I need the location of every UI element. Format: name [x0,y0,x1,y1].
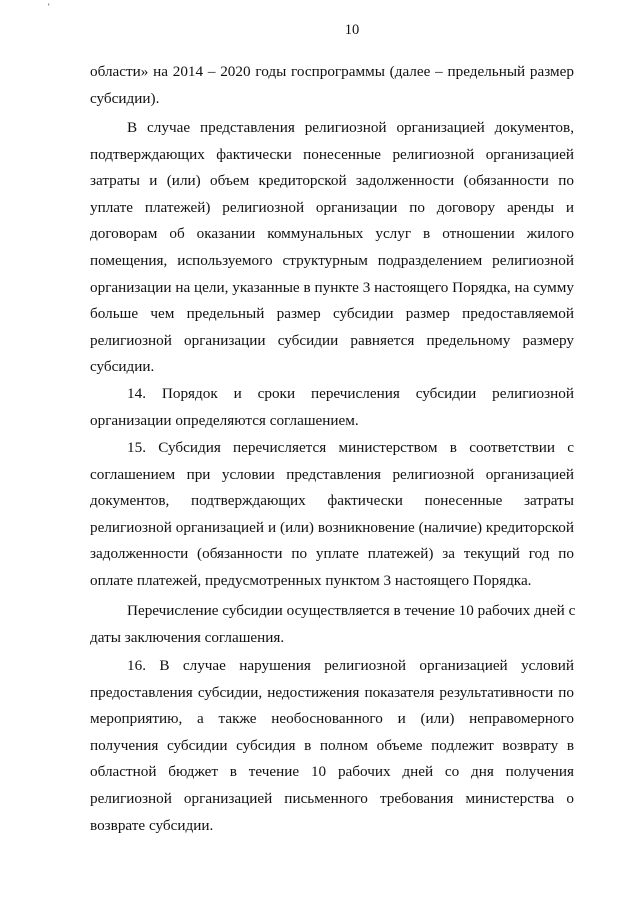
text-line: соглашением при условии представления религиозной организацией [90,465,574,483]
text-line: области» на 2014 – 2020 годы госпрограммы (далее – предельный размер [90,63,574,80]
text-line: затраты и (или) объем кредиторской задолженности (обязанности по [90,172,574,190]
text-line: организации на цели, указанные в пункте 3 настоящего Порядка, на сумму [90,278,574,296]
text-line: уплате платежей) религиозной организации по договору аренды и [90,198,574,216]
text-line: договорам об оказании коммунальных услуг в отношении жилого [90,225,574,243]
text-line: подтверждающих фактически понесенные религиозной организацией [90,145,574,163]
text-line: религиозной организацией письменного требования министерства о [90,789,574,807]
text-line: больше чем предельный размер субсидии размер предоставляемой [90,305,574,323]
paragraph-continuation [90,59,574,112]
text-line: религиозной организации субсидии равняется предельному размеру [90,331,574,349]
paragraph-excess-claim [90,115,574,381]
text-line: В случае представления религиозной организацией документов, [127,119,574,136]
scan-mark: ' [48,2,50,12]
text-line: получения субсидии субсидия в полном объеме подлежит возврату в [90,736,574,754]
text-line: Перечисление субсидии осуществляется в течение 10 рабочих дней с [127,602,576,619]
text-line: даты заключения соглашения. [90,628,285,646]
text-line: 15. Субсидия перечисляется министерством в соответствии с [127,439,574,456]
text-line: 14. Порядок и сроки перечисления субсидии религиозной [127,385,574,402]
text-line: документов, подтверждающих фактически понесенные затраты [90,492,574,510]
paragraph-item-15 [90,435,574,595]
paragraph-item-16 [90,653,574,839]
text-line: помещения, используемого структурным подразделением религиозной [90,251,574,269]
paragraph-transfer-term [90,598,574,651]
text-line: организации определяются соглашением. [90,411,359,429]
text-line: задолженности (обязанности по уплате платежей) за текущий год по [90,545,574,563]
text-line: субсидии). [90,89,160,107]
text-line: субсидии. [90,358,155,376]
text-line: мероприятию, а также необоснованного и (или) неправомерного [90,710,574,728]
text-line: областной бюджет в течение 10 рабочих дней со дня получения [90,763,574,781]
text-line: религиозной организацией и (или) возникновение (наличие) кредиторской [90,518,574,536]
text-line: оплате платежей, предусмотренных пунктом 3 настоящего Порядка. [90,571,532,589]
text-line: предоставления субсидии, недостижения показателя результативности по [90,683,574,701]
page-number: 10 [344,22,360,38]
text-line: 16. В случае нарушения религиозной организацией условий [127,657,574,674]
text-line: возврате субсидии. [90,816,214,834]
paragraph-item-14 [90,381,574,434]
